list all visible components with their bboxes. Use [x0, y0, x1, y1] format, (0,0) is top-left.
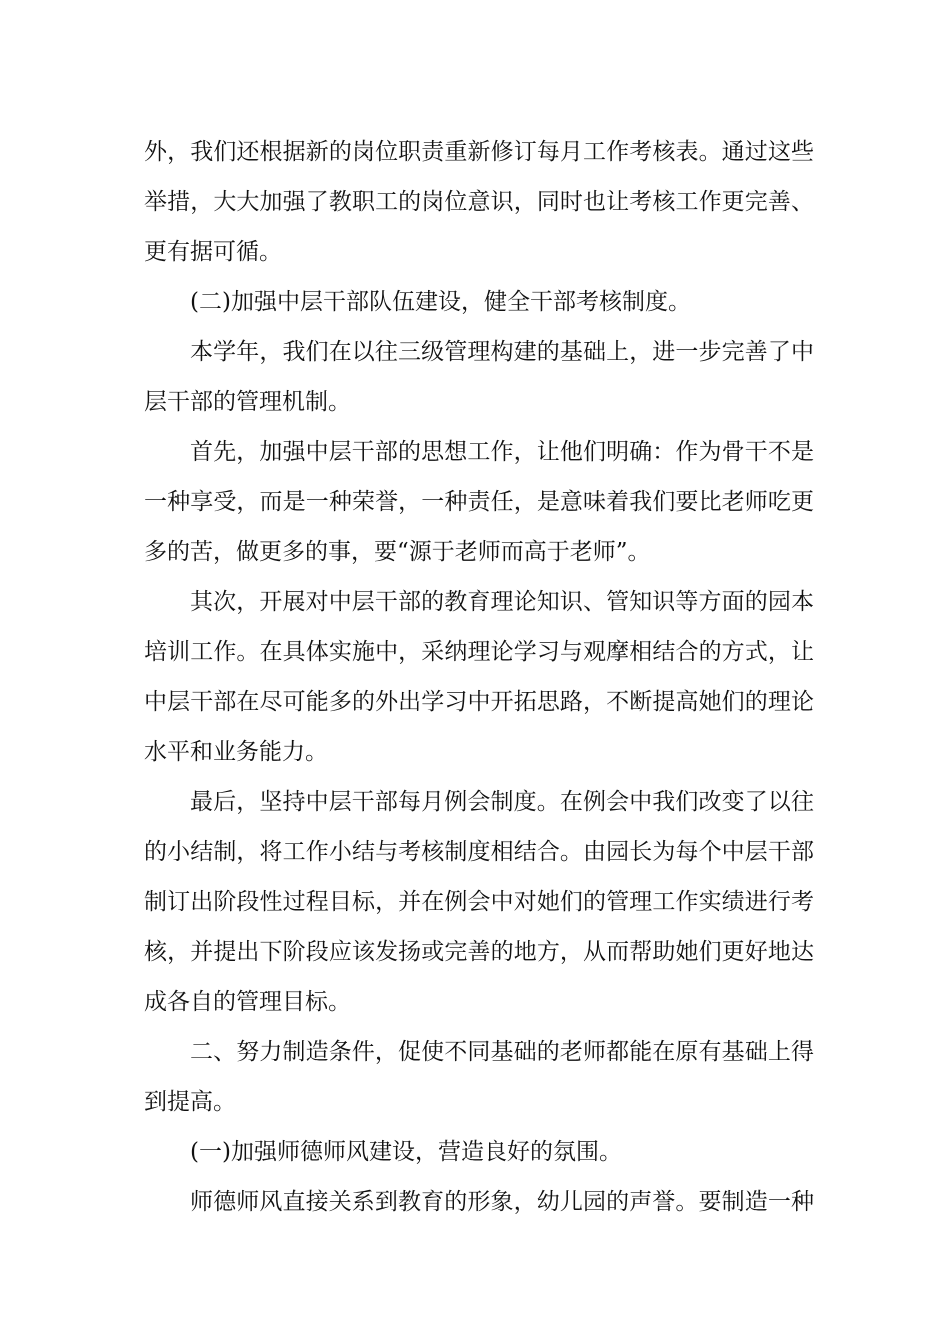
- text-line: 本学年，我们在以往三级管理构建的基础上，进一步完善了中: [190, 339, 814, 365]
- paragraph-ethics: [144, 1177, 814, 1227]
- text-line: 的小结制，将工作小结与考核制度相结合。由园长为每个中层干部: [144, 839, 814, 865]
- paragraph-intro: [144, 327, 814, 427]
- text-line: 层干部的管理机制。: [144, 389, 351, 415]
- text-line: 更有据可循。: [144, 239, 282, 265]
- section-heading-two: [144, 1027, 814, 1127]
- paragraph-first: [144, 427, 814, 577]
- text-line: 最后，坚持中层干部每月例会制度。在例会中我们改变了以往: [190, 789, 814, 815]
- text-line: 其次，开展对中层干部的教育理论知识、管知识等方面的园本: [190, 589, 814, 615]
- section-heading-1: [144, 1127, 814, 1177]
- text-line: 师德师风直接关系到教育的形象，幼儿园的声誉。要制造一种: [190, 1189, 814, 1215]
- text-line: 到提高。: [144, 1089, 236, 1115]
- text-line: 多的苦，做更多的事，要“源于老师而高于老师”。: [144, 539, 651, 565]
- paragraph-continuation: [144, 127, 814, 277]
- section-heading-2: [144, 277, 814, 327]
- text-line: 中层干部在尽可能多的外出学习中开拓思路，不断提高她们的理论: [144, 689, 814, 715]
- text-line: 二、努力制造条件，促使不同基础的老师都能在原有基础上得: [190, 1039, 814, 1065]
- text-line: 外，我们还根据新的岗位职责重新修订每月工作考核表。通过这些: [144, 139, 814, 165]
- text-line: (一)加强师德师风建设，营造良好的氛围。: [190, 1139, 622, 1165]
- text-line: 制订出阶段性过程目标，并在例会中对她们的管理工作实绩进行考: [144, 889, 814, 915]
- text-line: 一种享受，而是一种荣誉，一种责任，是意味着我们要比老师吃更: [144, 489, 814, 515]
- text-line: (二)加强中层干部队伍建设，健全干部考核制度。: [190, 289, 691, 315]
- text-line: 举措，大大加强了教职工的岗位意识，同时也让考核工作更完善、: [144, 189, 814, 215]
- text-line: 首先，加强中层干部的思想工作，让他们明确：作为骨干不是: [190, 439, 814, 465]
- text-line: 培训工作。在具体实施中，采纳理论学习与观摩相结合的方式，让: [144, 639, 814, 665]
- paragraph-last: [144, 777, 814, 1027]
- text-line: 水平和业务能力。: [144, 739, 328, 765]
- paragraph-second: [144, 577, 814, 777]
- text-line: 核，并提出下阶段应该发扬或完善的地方，从而帮助她们更好地达: [144, 939, 814, 965]
- text-line: 成各自的管理目标。: [144, 989, 351, 1015]
